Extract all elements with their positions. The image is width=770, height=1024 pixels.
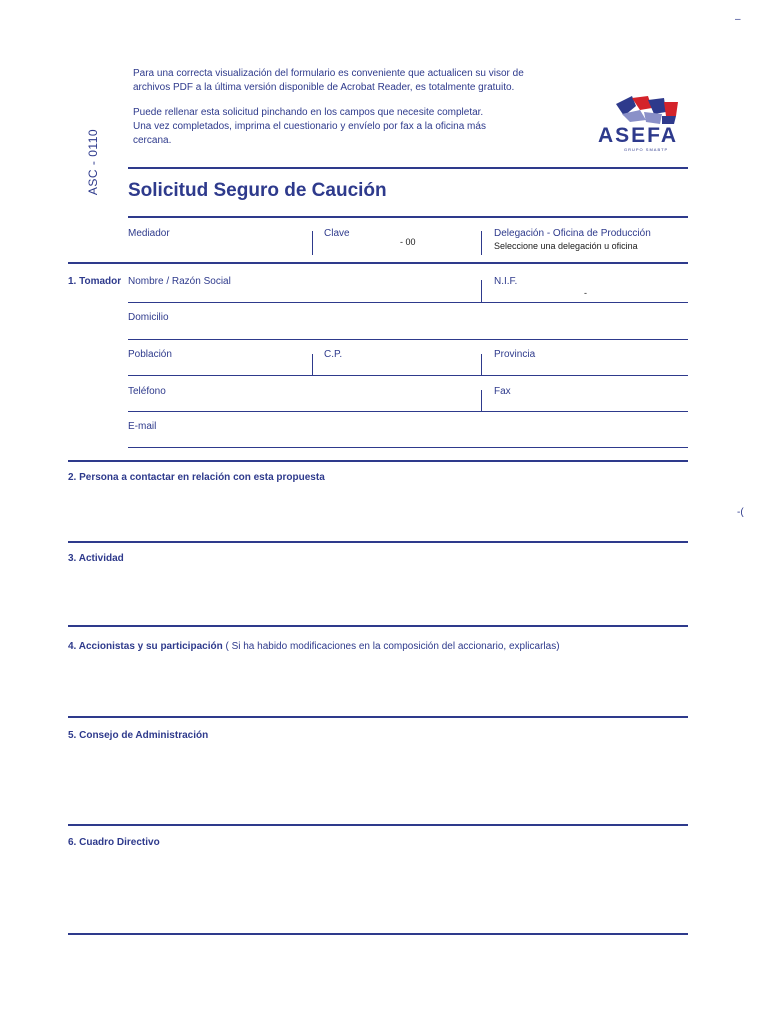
tomador-top-rule [68,262,688,264]
intro-line-3: Puede rellenar esta solicitud pinchando en los campos que necesite completar. [133,107,484,118]
divider [481,231,482,255]
nif-label: N.I.F. [494,276,518,287]
page-title: Solicitud Seguro de Caución [128,180,387,201]
cp-field[interactable] [324,361,474,373]
title-bottom-rule [128,216,688,218]
clave-label: Clave [324,228,350,239]
consejo-field[interactable] [68,746,683,820]
intro-line-5: cercana. [133,135,172,146]
section-4-note: ( Si ha habido modificaciones en la composición del accionario, explicarlas) [222,641,560,652]
nif-field[interactable]: - [584,288,587,298]
intro-line-2: archivos PDF a la última versión disponible de Acrobat Reader, es totalmente gratuito. [133,82,515,93]
section-4-title [68,641,560,652]
divider [312,354,313,375]
accionistas-field[interactable] [68,658,683,712]
section-6-title: 6. Cuadro Directivo [68,837,160,848]
domicilio-label: Domicilio [128,312,169,323]
section-6-rule [68,824,688,826]
fax-field[interactable] [494,398,684,410]
section-2-rule [68,460,688,462]
section-3-title: 3. Actividad [68,553,124,564]
form-code: ASC - 0110 [86,128,100,196]
telefono-field[interactable] [128,398,473,410]
section-5-rule [68,716,688,718]
section-3-rule [68,541,688,543]
asefa-logo-icon [612,94,692,126]
corner-mark: – [735,14,741,25]
section-2-title: 2. Persona a contactar en relación con esta propuesta [68,472,325,483]
row-rule [128,447,688,448]
mediador-field[interactable] [128,242,308,254]
contact-person-field[interactable] [68,488,683,538]
telefono-label: Teléfono [128,386,166,397]
mediador-label: Mediador [128,228,170,239]
provincia-field[interactable] [494,361,684,373]
cuadro-directivo-field[interactable] [68,853,683,929]
poblacion-label: Población [128,349,172,360]
delegacion-select[interactable]: Seleccione una delegación u oficina [494,241,638,251]
row-rule [128,339,688,340]
section-5-title: 5. Consejo de Administración [68,730,209,741]
email-label: E-mail [128,421,157,432]
row-rule [128,411,688,412]
clave-field[interactable]: - 00 [400,237,416,247]
divider [312,231,313,255]
section-4-rule [68,625,688,627]
logo-name: ASEFA [598,124,679,147]
side-mark: -( [737,507,744,518]
intro-line-1: Para una correcta visualización del formulario es conveniente que actualicen su visor de [133,68,524,79]
email-field[interactable] [128,433,683,445]
delegacion-label: Delegación - Oficina de Producción [494,228,651,239]
provincia-label: Provincia [494,349,536,360]
divider [481,280,482,302]
poblacion-field[interactable] [128,361,308,373]
title-top-rule [128,167,688,169]
row-rule [128,375,688,376]
actividad-field[interactable] [68,569,683,621]
divider [481,354,482,375]
domicilio-field[interactable] [128,324,683,336]
nombre-label: Nombre / Razón Social [128,276,231,287]
cp-label: C.P. [324,349,343,360]
divider [481,390,482,411]
nombre-field[interactable] [128,288,473,300]
logo-subtitle: GRUPO SMABTP [624,147,669,152]
section-4-label: 4. Accionistas y su participación [68,641,223,652]
section-6-bottom-rule [68,933,688,935]
tomador-section-label: 1. Tomador [68,276,122,287]
fax-label: Fax [494,386,511,397]
intro-line-4: Una vez completados, imprima el cuestionario y envíelo por fax a la oficina más [133,121,486,132]
row-rule [128,302,688,303]
